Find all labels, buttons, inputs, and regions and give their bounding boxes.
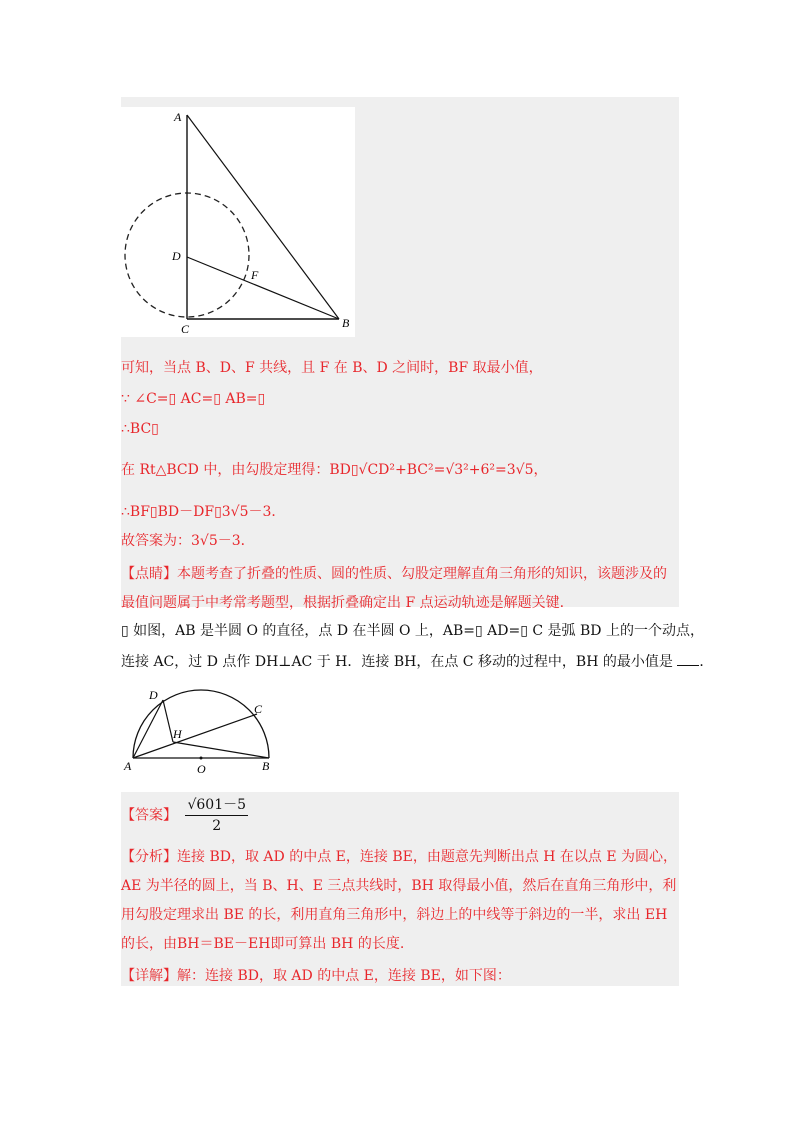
- answer-blank: [677, 665, 699, 666]
- label-c: C: [181, 322, 190, 336]
- segment-hb: [173, 742, 269, 758]
- answer-denominator: 2: [212, 818, 222, 834]
- question-line-2: [121, 652, 713, 672]
- solution-line-1: 可知，当点 B、D、F 共线，且 F 在 B、D 之间时，BF 取最小值，: [121, 360, 543, 376]
- question-line-2-end: ．: [699, 654, 714, 670]
- label-d: D: [172, 249, 181, 263]
- segment-dh: [163, 700, 173, 742]
- semicircle-diagram: [121, 684, 281, 776]
- analysis-text: 【分析】连接 BD，取 AD 的中点 E，连接 BE，由题意先判断出点 H 在以点 E 为圆心，AE 为半径的圆上，当 B、H、E 三点共线时，BH 取得最小值，然后在直角三角形中，利用勾股定理求出 BE 的长，利用直角三角形中，斜边上的中线等于斜边的一半，求出 EH 的长，由BH＝BE－EH即可算出 BH 的长度.: [121, 849, 678, 952]
- triangle-circle-diagram: [121, 107, 355, 337]
- solution-line-4: 在 Rt△BCD 中，由勾股定理得：BD▯√CD²+BC²=√3²+6²=3√5，: [121, 462, 548, 478]
- label-c: C: [254, 702, 263, 716]
- answer-fraction: [185, 795, 248, 836]
- solution-line-6: 故答案为：3√5－3．: [121, 533, 255, 549]
- question-line-1: ▯ 如图，AB 是半圆 O 的直径，点 D 在半圆 O 上，AB=▯ AD=▯ C 是弧 BD 上的一个动点，: [121, 623, 704, 639]
- label-a: A: [124, 759, 132, 773]
- label-a: A: [174, 110, 182, 124]
- label-o: O: [197, 762, 206, 776]
- label-d: D: [149, 688, 158, 702]
- solution-line-5: ∴BF▯BD－DF▯3√5－3．: [121, 504, 286, 520]
- answer-line: [121, 795, 248, 836]
- label-h: H: [173, 727, 182, 741]
- solution-line-3: ∴BC▯: [121, 421, 159, 437]
- label-b: B: [262, 759, 270, 773]
- answer-label: 【答案】: [121, 807, 177, 824]
- center-o: [200, 757, 203, 760]
- answer-numerator: √601－5: [185, 795, 248, 816]
- label-f: F: [251, 268, 259, 282]
- segment-ac: [133, 714, 257, 758]
- figure-right-triangle-circle: [121, 107, 355, 337]
- figure-semicircle: [121, 684, 281, 776]
- label-b: B: [342, 316, 350, 330]
- detail-text: 【详解】解：连接 BD，取 AD 的中点 E，连接 BE，如下图：: [121, 968, 511, 984]
- solution-line-2: ∵ ∠C=▯ AC=▯ AB=▯: [121, 391, 266, 407]
- question-line-2-text: 连接 AC，过 D 点作 DH⊥AC 于 H．连接 BH，在点 C 移动的过程中，BH 的最小值是: [121, 654, 673, 670]
- solution-comment: 【点睛】本题考查了折叠的性质、圆的性质、勾股定理解直角三角形的知识，该题涉及的最值问题属于中考常考题型，根据折叠确定出 F 点运动轨迹是解题关键.: [121, 566, 667, 611]
